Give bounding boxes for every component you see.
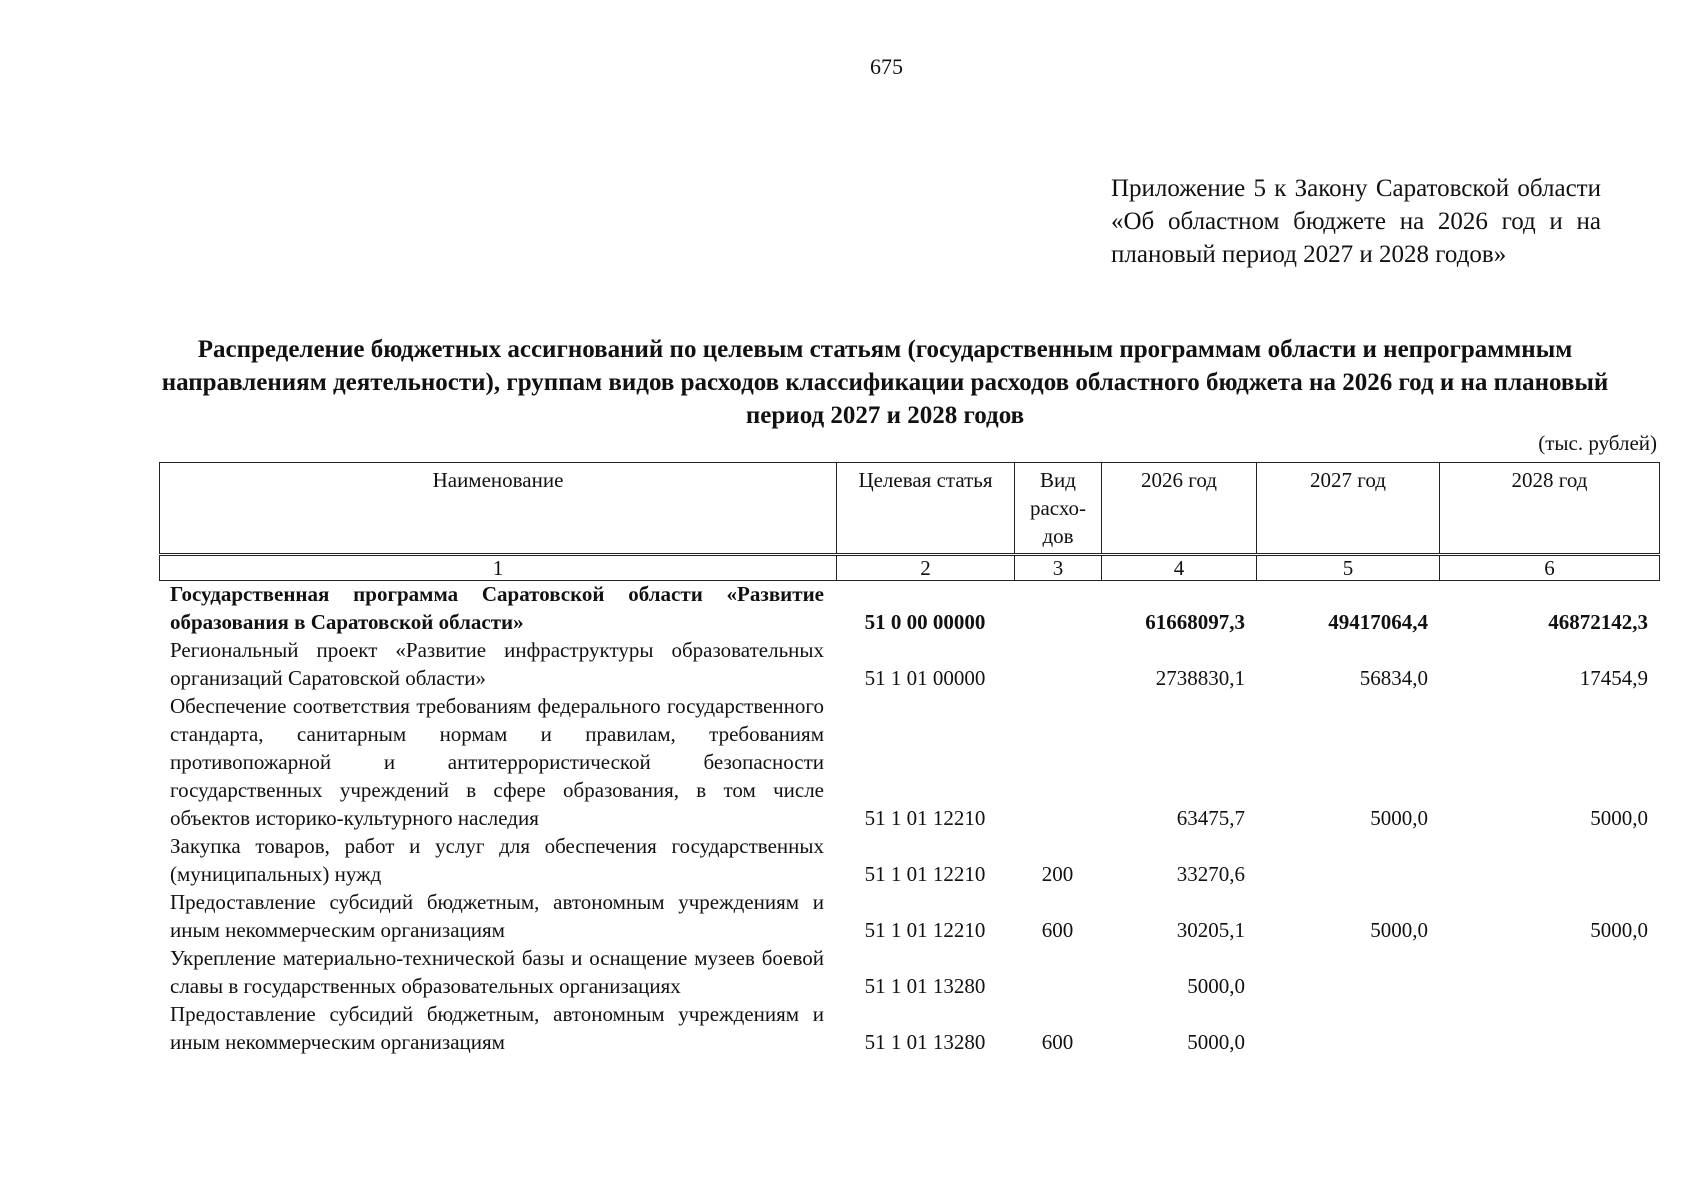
amount-2026: 63475,7 [1176,806,1245,830]
column-number: 1 [160,555,837,581]
table-row [159,1000,1659,1056]
table-row [159,944,1659,1000]
budget-table [159,580,1659,1056]
target-article-code: 51 1 01 12210 [864,918,986,942]
expense-type-code: 200 [1041,862,1074,886]
column-number: 2 [837,555,1015,581]
amount-2027 [1256,944,1439,1000]
header-2028: 2028 год [1440,463,1660,555]
amount-2028 [1439,832,1659,888]
column-number: 6 [1440,555,1660,581]
expense-type-code: 600 [1041,918,1074,942]
amount-2028 [1439,944,1659,1000]
target-article-code: 51 1 01 00000 [864,666,986,690]
header-name: Наименование [160,463,837,555]
amount-2026: 5000,0 [1187,1030,1245,1054]
amount-2027 [1256,1000,1439,1056]
amount-2026: 2738830,1 [1155,666,1245,690]
header-expense-type: Вид расхо- дов [1015,463,1102,555]
amount-2028: 46872142,3 [1548,610,1648,634]
target-article-code: 51 1 01 13280 [864,974,986,998]
units-label: (тыс. рублей) [1538,431,1657,455]
row-name: Региональный проект «Развитие инфраструктуры образовательных организаций Саратовской области» [170,638,824,690]
table-row [159,832,1659,888]
amount-2027: 5000,0 [1370,918,1428,942]
appendix-reference: Приложение 5 к Закону Саратовской области «Об областном бюджете на 2026 год и на плановый период 2027 и 2028 годов» [1111,175,1601,268]
amount-2028 [1439,1000,1659,1056]
row-name: Укрепление материально-технической базы и оснащение музеев боевой славы в государственных образовательных организациях [170,946,824,998]
amount-2027 [1256,832,1439,888]
target-article-code: 51 1 01 13280 [864,1030,986,1054]
column-number: 4 [1102,555,1257,581]
column-number: 3 [1015,555,1102,581]
expense-type-code [1014,944,1101,1000]
table-row [159,692,1659,832]
amount-2028: 17454,9 [1579,666,1648,690]
target-article-code: 51 0 00 00000 [864,610,986,634]
amount-2027: 5000,0 [1370,806,1428,830]
column-number: 5 [1257,555,1440,581]
table-row [159,636,1659,692]
amount-2026: 5000,0 [1187,974,1245,998]
target-article-code: 51 1 01 12210 [864,806,986,830]
expense-type-code: 600 [1041,1030,1074,1054]
header-target-article: Целевая статья [837,463,1015,555]
row-name: Обеспечение соответствия требованиям федерального государственного стандарта, санитарным нормам и правилам, требованиям противопожарной и антитеррористической безопасности государственных учреждений в сфере образования, в том числе объектов историко-культурного наследия [170,694,824,830]
amount-2027: 56834,0 [1359,666,1428,690]
page-number: 675 [870,54,903,79]
target-article-code: 51 1 01 12210 [864,862,986,886]
amount-2028: 5000,0 [1590,806,1648,830]
table-row [159,580,1659,636]
table-header [159,462,1660,581]
row-name: Государственная программа Саратовской области «Развитие образования в Саратовской области» [170,582,824,634]
amount-2027: 49417064,4 [1328,610,1428,634]
amount-2026: 61668097,3 [1145,610,1245,634]
row-name: Предоставление субсидий бюджетным, автономным учреждениям и иным некоммерческим организациям [170,890,824,942]
header-2027: 2027 год [1257,463,1440,555]
header-2026: 2026 год [1102,463,1257,555]
document-title: Распределение бюджетных ассигнований по целевым статьям (государственным программам области и непрограммным направлениям деятельности), группам видов расходов классификации расходов областного бюджета на 2026 год и на плановый период 2027 и 2028 годов [161,336,1609,429]
expense-type-code [1014,692,1101,832]
expense-type-code [1014,580,1101,636]
table-row [159,888,1659,944]
amount-2026: 33270,6 [1176,862,1245,886]
row-name: Закупка товаров, работ и услуг для обеспечения государственных (муниципальных) нужд [170,834,824,886]
amount-2028: 5000,0 [1590,918,1648,942]
amount-2026: 30205,1 [1176,918,1245,942]
row-name: Предоставление субсидий бюджетным, автономным учреждениям и иным некоммерческим организациям [170,1002,824,1054]
expense-type-code [1014,636,1101,692]
